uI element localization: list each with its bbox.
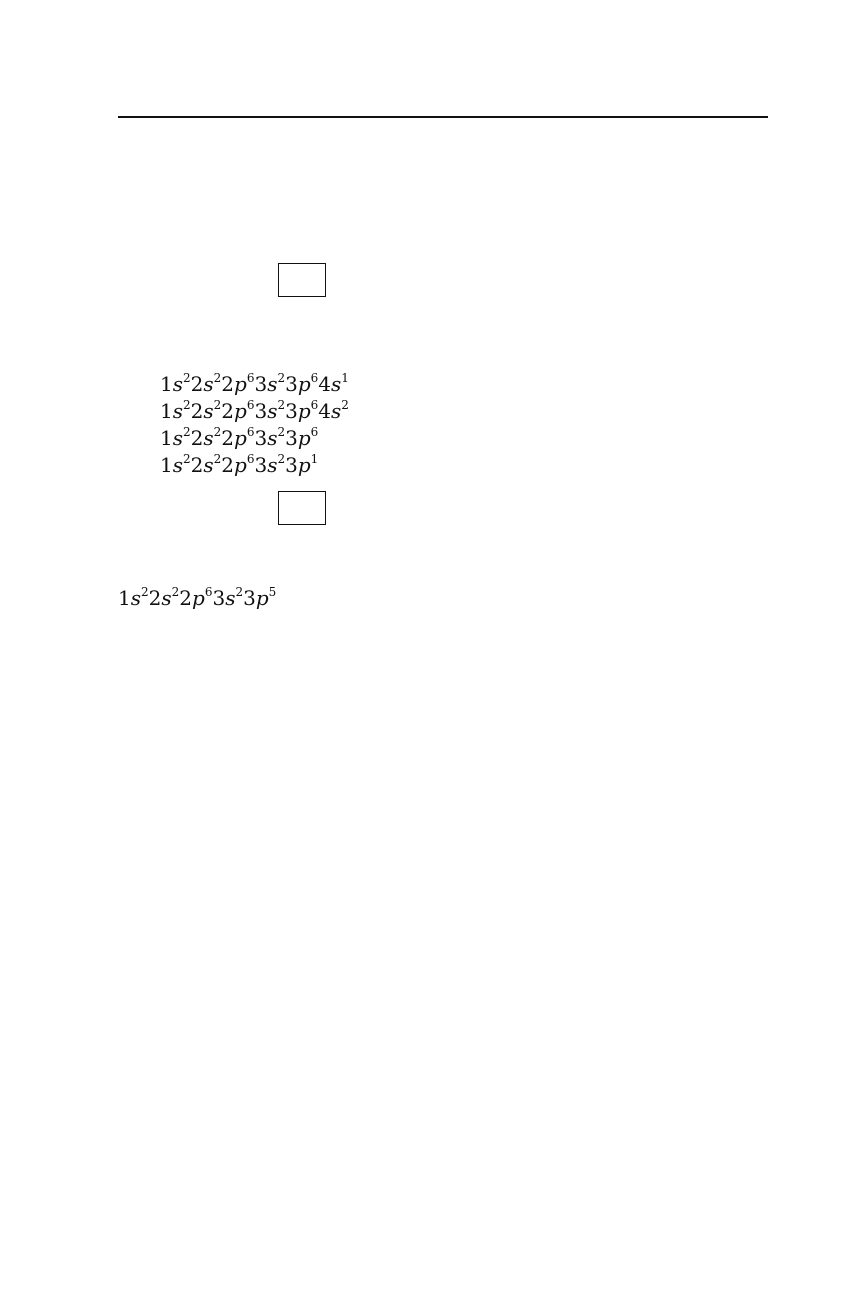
electron-formula: $1s^22s^22p^63s^23p^5$ bbox=[118, 584, 277, 610]
option-1[interactable] bbox=[160, 143, 768, 170]
option-1[interactable] bbox=[160, 371, 768, 398]
answer-box[interactable] bbox=[278, 491, 326, 525]
electron-formula: $1s^22s^22p^63s^23p^6$ bbox=[160, 425, 319, 450]
answer-row bbox=[160, 263, 768, 299]
option-3[interactable] bbox=[160, 197, 768, 224]
answer-box[interactable] bbox=[278, 263, 326, 297]
option-4[interactable] bbox=[160, 452, 768, 479]
question-30 bbox=[118, 580, 768, 671]
option-3[interactable] bbox=[160, 425, 768, 452]
option-2[interactable] bbox=[160, 398, 768, 425]
electron-formula: $1s^22s^22p^63s^23p^64s^2$ bbox=[160, 398, 349, 423]
option-2[interactable] bbox=[160, 170, 768, 197]
answer-row bbox=[160, 491, 768, 527]
option-4[interactable] bbox=[160, 224, 768, 251]
question-29 bbox=[118, 366, 768, 527]
electron-formula: $1s^22s^22p^63s^23p^1$ bbox=[160, 452, 319, 477]
page-header bbox=[118, 86, 768, 118]
options-list bbox=[160, 143, 768, 251]
electron-formula: $1s^22s^22p^63s^23p^64s^1$ bbox=[160, 371, 349, 396]
options-grid bbox=[160, 617, 768, 671]
options-list bbox=[160, 371, 768, 479]
question-28 bbox=[118, 138, 768, 299]
question-stem bbox=[118, 580, 768, 612]
